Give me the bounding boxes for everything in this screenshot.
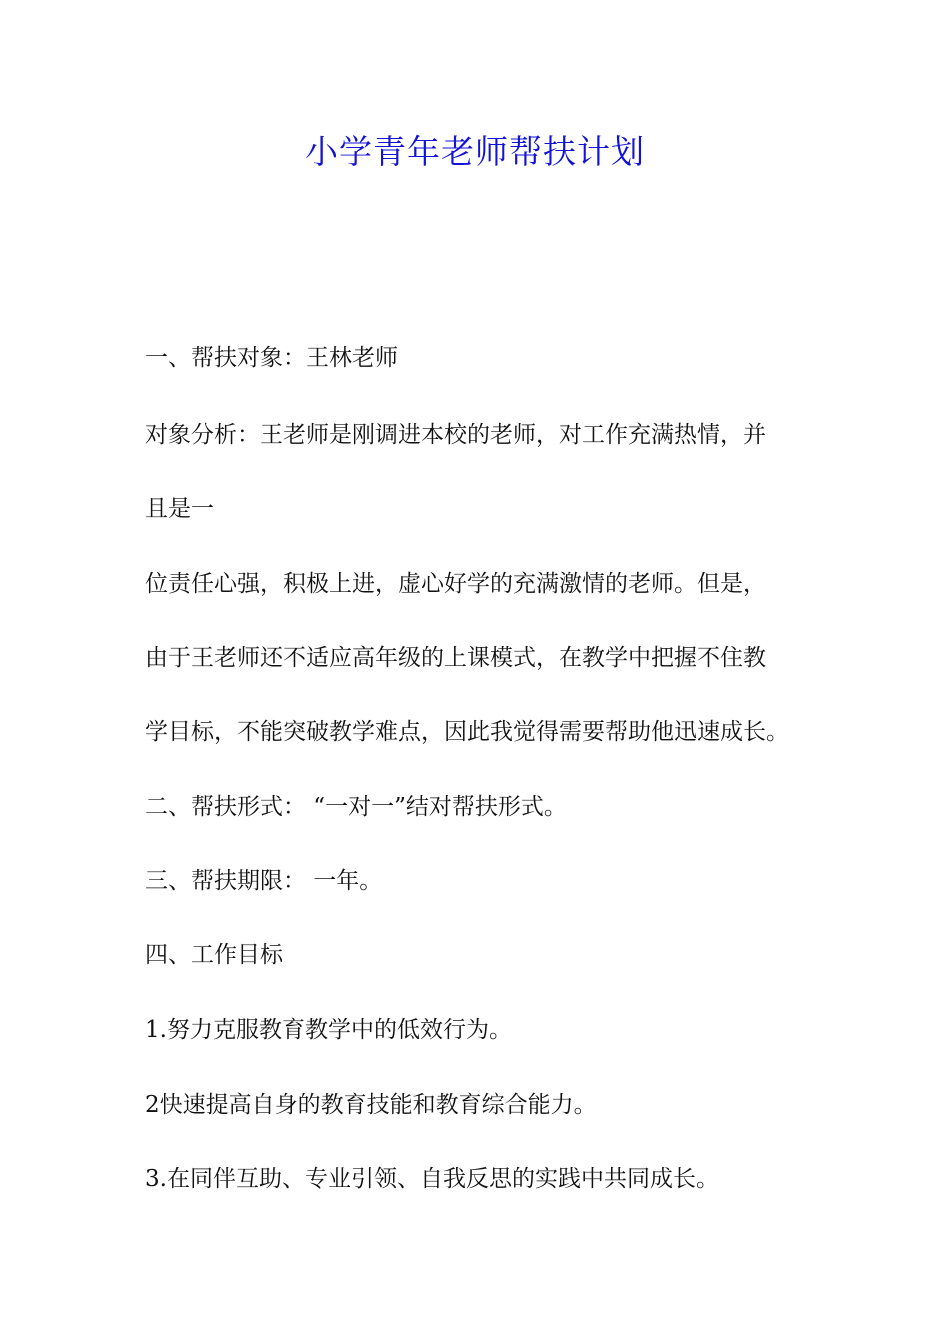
paragraph-line: 位责任心强，积极上进，虚心好学的充满激情的老师。但是， bbox=[145, 571, 766, 597]
section-heading-period: 三、帮扶期限： 一年。 bbox=[145, 868, 383, 894]
document-title: 小学青年老师帮扶计划 bbox=[305, 132, 645, 171]
goal-item: 3.在同伴互助、专业引领、自我反思的实践中共同成长。 bbox=[145, 1166, 719, 1192]
section-heading-form: 二、帮扶形式： “一对一”结对帮扶形式。 bbox=[145, 794, 567, 820]
section-heading-goals: 四、工作目标 bbox=[145, 942, 283, 968]
paragraph-line: 学目标，不能突破教学难点，因此我觉得需要帮助他迅速成长。 bbox=[145, 719, 789, 745]
section-heading-target: 一、帮扶对象：王林老师 bbox=[145, 345, 398, 371]
paragraph-line: 由于王老师还不适应高年级的上课模式，在教学中把握不住教 bbox=[145, 645, 766, 671]
paragraph-line: 且是一 bbox=[145, 496, 214, 522]
goal-item: 1.努力克服教育教学中的低效行为。 bbox=[145, 1017, 512, 1043]
paragraph-line: 对象分析：王老师是刚调进本校的老师，对工作充满热情，并 bbox=[145, 422, 766, 448]
goal-item: 2快速提高自身的教育技能和教育综合能力。 bbox=[145, 1092, 597, 1118]
